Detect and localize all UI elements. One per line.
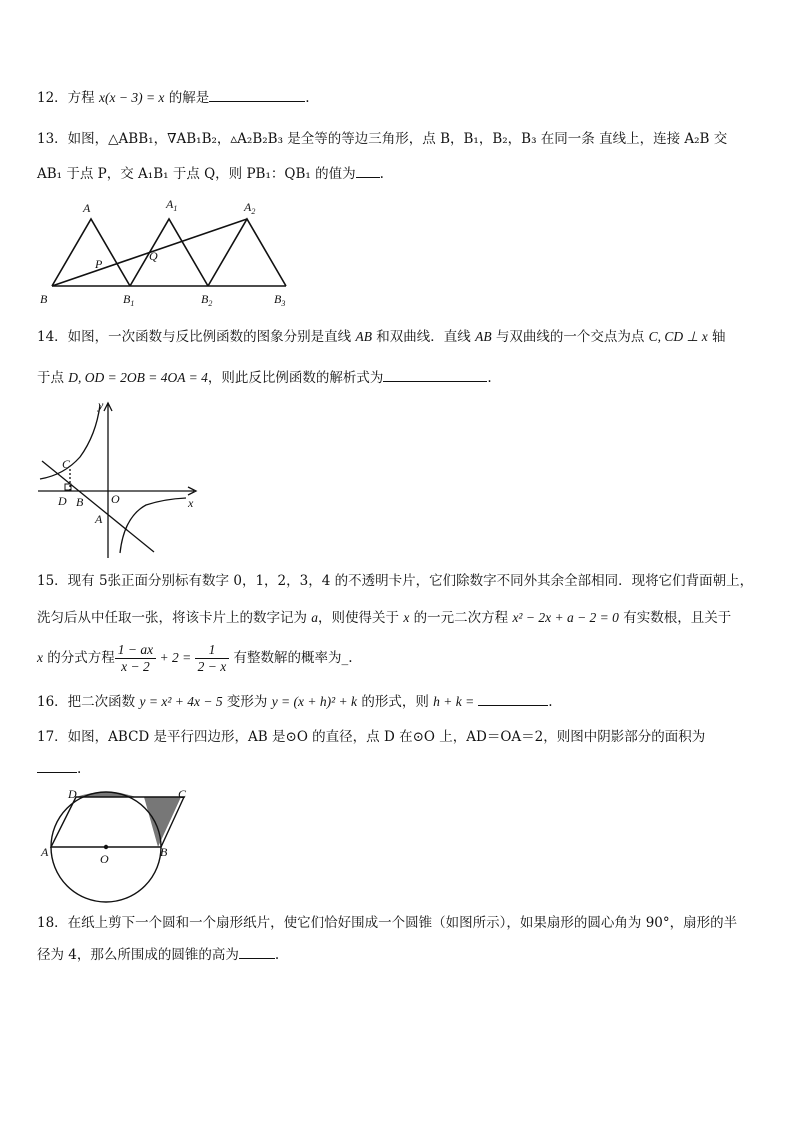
label-B2: B <box>201 292 209 306</box>
q14-text-b: 和双曲线．直线 <box>371 329 476 345</box>
q16-eq2: y = (x + h)² + k <box>271 694 358 709</box>
label-B: B <box>40 292 48 306</box>
label-B1: B <box>123 292 131 306</box>
q12-end: . <box>305 90 310 106</box>
q14-ab-2: AB <box>475 329 492 344</box>
q16-eq1: y = x² + 4x − 5 <box>139 694 223 709</box>
q15-var-a: a <box>311 610 319 625</box>
q15-var-x: x <box>403 610 410 625</box>
q14-end: . <box>487 370 492 386</box>
label-A: A <box>83 201 91 215</box>
q13-triangle-a1b1b2 <box>130 219 208 286</box>
label-P: P <box>95 257 103 271</box>
svg-text:A1: $A_1$ <box>166 197 178 213</box>
label-O: O <box>111 492 120 506</box>
q14-text-d: 轴 <box>707 329 726 345</box>
label-A1: A <box>166 197 174 211</box>
label-D: D <box>58 494 67 508</box>
question-18-line1: 18．在纸上剪下一个圆和一个扇形纸片，使它们恰好围成一个圆锥（如图所示），如果扇形的圆心角为 90°，扇形的半 <box>37 915 738 931</box>
q16-text-c: 的形式，则 <box>357 694 434 710</box>
question-16 <box>37 693 553 711</box>
label-B3: B <box>274 292 282 306</box>
q14-answer-blank <box>383 369 487 382</box>
question-18-line2 <box>37 946 279 964</box>
q15-var-x2: x <box>37 650 43 665</box>
q16-text-a: 16．把二次函数 <box>37 694 140 710</box>
q14-text-c: 与双曲线的一个交点为点 <box>491 329 649 345</box>
label-x: x <box>188 496 194 510</box>
q14-text-a: 14．如图，一次函数与反比例函数的图象分别是直线 <box>37 329 356 345</box>
q15-text-b: ，则使得关于 <box>318 610 404 626</box>
q15-quadratic: x² − 2x + a − 2 = 0 <box>512 610 619 625</box>
q17-answer-blank <box>37 760 77 773</box>
q15-text-a: 洗匀后从中任取一张，将该卡片上的数字记为 <box>37 610 312 626</box>
svg-text:B1: $B_1$ <box>123 292 135 308</box>
question-12 <box>37 89 310 107</box>
q16-answer-blank <box>478 693 548 706</box>
q15-fraction-1: $\frac{1 - ax}{x - 2}$ <box>115 642 156 675</box>
question-17-line2 <box>37 760 81 778</box>
label-A: A <box>41 845 49 859</box>
svg-text:A2: $A_2$ <box>244 200 256 216</box>
q13-figure <box>36 195 301 310</box>
q12-prefix: 12．方程 <box>37 90 99 106</box>
q13-line2-text: AB₁ 于点 P，交 A₁B₁ 于点 Q，则 PB₁：QB₁ 的值为 <box>37 166 356 182</box>
label-Q: Q <box>149 249 158 263</box>
q14-cd: C, CD ⊥ x <box>648 329 708 344</box>
shaded-region-bc <box>144 797 181 847</box>
q18-end: . <box>274 947 280 963</box>
question-15-line1: 15．现有 5张正面分别标有数字 0，1，2，3，4 的不透明卡片，它们除数字不同外其余全部相同．现将它们背面朝上， <box>37 573 754 589</box>
q15-text-c: 的一元二次方程 <box>409 610 513 626</box>
q13-end: . <box>379 166 384 182</box>
q18-answer-blank <box>239 946 275 959</box>
q16-text-b: 变形为 <box>222 694 272 710</box>
q16-end: . <box>548 694 553 710</box>
question-14-line2 <box>37 369 492 387</box>
label-B: B <box>76 495 84 509</box>
q15-text-d: 有实数根，且关于 <box>618 610 732 626</box>
q14-text-f: ，则此反比例函数的解析式为 <box>207 370 384 386</box>
question-13-line1: 13．如图，△ABB₁，∇AB₁B₂，▵A₂B₂B₃ 是全等的等边三角形，点 B，B₁，B₂，B₃ 在同一条 直线上，连接 A₂B 交 <box>37 131 728 147</box>
q14-od: D, OD = 2OB = 4OA = 4 <box>68 370 208 385</box>
q17-figure <box>36 785 196 905</box>
q17-end: . <box>77 761 82 777</box>
question-17-line1: 17．如图，ABCD 是平行四边形，AB 是⊙O 的直径，点 D 在⊙O 上，AD＝OA＝2，则图中阴影部分的面积为 <box>37 729 706 745</box>
label-A: A <box>95 512 103 526</box>
label-O: O <box>100 852 109 866</box>
q12-equation: x(x − 3) = x <box>98 90 165 105</box>
q13-triangle-abb1 <box>52 219 130 286</box>
hyperbola-branch-2 <box>120 498 186 553</box>
label-B: B <box>160 845 168 859</box>
question-13-line2 <box>37 165 384 183</box>
question-14-line1 <box>37 328 725 346</box>
q12-text: 的解是 <box>164 90 210 106</box>
label-D: D <box>68 787 77 801</box>
q14-text-e: 于点 <box>37 370 69 386</box>
q14-ab-1: AB <box>355 329 372 344</box>
svg-text:B3: $B_3$ <box>274 292 286 308</box>
center-point-o <box>104 845 108 849</box>
q13-answer-blank <box>356 165 380 178</box>
q14-figure <box>36 395 206 565</box>
q15-fraction-2: $\frac{1}{2 - x}$ <box>195 642 230 675</box>
svg-text:B2: $B_2$ <box>201 292 213 308</box>
label-y: y <box>98 398 104 412</box>
label-A2: A <box>244 200 252 214</box>
question-15-line3 <box>37 640 353 676</box>
q16-eq3: h + k = <box>433 694 475 709</box>
label-C: C <box>62 457 71 471</box>
q15-text-e: 的分式方程 <box>43 650 115 666</box>
question-15-line2 <box>37 609 731 627</box>
q12-answer-blank <box>209 89 305 102</box>
q15-plus: + 2 = <box>156 650 195 665</box>
q18-text: 径为 4，那么所围成的圆锥的高为 <box>37 947 239 963</box>
label-C: C <box>178 787 187 801</box>
q15-text-f: 有整数解的概率为_. <box>229 650 353 666</box>
